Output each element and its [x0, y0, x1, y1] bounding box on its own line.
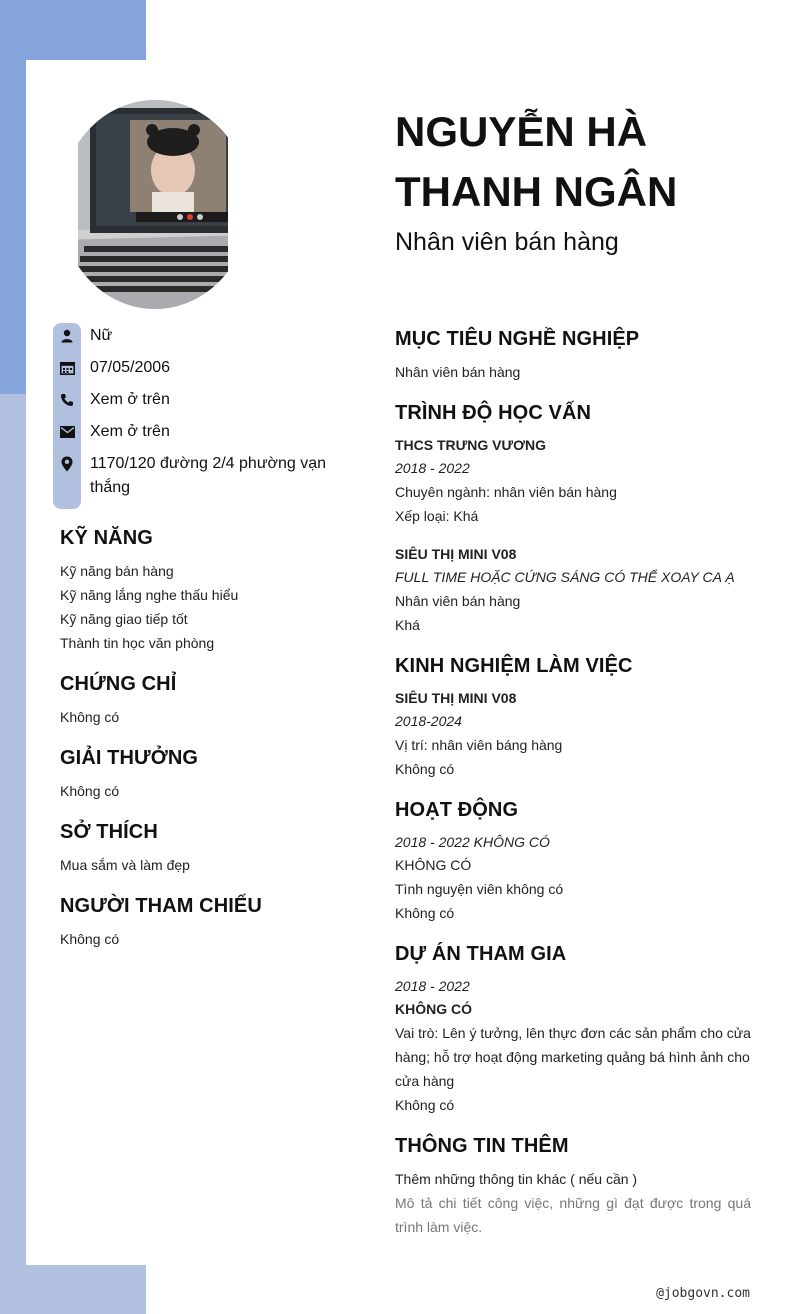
projects-result: Không có [395, 1097, 455, 1113]
education-school: SIÊU THỊ MINI V08 [395, 546, 517, 562]
hobby-item: Mua sắm và làm đẹp [60, 857, 190, 873]
education-detail: Chuyên ngành: nhân viên bán hàng [395, 484, 617, 500]
footer-watermark: @jobgovn.com [656, 1286, 750, 1301]
contact-address: 1170/120 đường 2/4 phường vạn thắng [53, 452, 350, 500]
phone-icon [53, 388, 81, 412]
additional-description: Mô tả chi tiết công việc, những gì đạt được trong quá trình làm việc. [395, 1195, 751, 1235]
experience-title: KINH NGHIỆM LÀM VIỆC [395, 655, 633, 677]
skill-item: Kỹ năng giao tiếp tốt [60, 611, 188, 627]
projects-name: KHÔNG CÓ [395, 1001, 472, 1017]
award-item: Không có [60, 783, 120, 799]
education-detail: Khá [395, 617, 420, 633]
activities-detail: Không có [395, 905, 455, 921]
experience-period: 2018-2024 [395, 713, 462, 729]
education-school: THCS TRƯNG VƯƠNG [395, 437, 547, 453]
projects-role: Vai trò: Lên ý tưởng, lên thực đơn các sản phẩm cho cửa hàng; hỗ trợ hoạt động marketing quảng bá hình ảnh cho cửa hàng [395, 1025, 751, 1089]
certificates-title: CHỨNG CHỈ [60, 673, 177, 695]
experience-detail: Vị trí: nhân viên báng hàng [395, 737, 563, 753]
candidate-position: Nhân viên bán hàng [395, 228, 619, 256]
education-period: FULL TIME HOẶC CỨNG SÁNG CÓ THỂ XOAY CA Ạ [395, 569, 735, 585]
candidate-name: NGUYỄN HÀ THANH NGÂN [395, 108, 678, 215]
education-detail: Xếp loại: Khá [395, 508, 479, 524]
hobbies-title: SỞ THÍCH [60, 821, 158, 843]
skills-title: KỸ NĂNG [60, 527, 153, 549]
awards-title: GIẢI THƯỞNG [60, 747, 199, 769]
skill-item: Kỹ năng bán hàng [60, 563, 174, 579]
contact-birthday: 07/05/2006 [53, 356, 350, 380]
additional-line: Thêm những thông tin khác ( nếu cần ) [395, 1171, 638, 1187]
education-period: 2018 - 2022 [395, 460, 470, 476]
mail-icon [53, 420, 81, 444]
experience-company: SIÊU THỊ MINI V08 [395, 690, 517, 706]
experience-detail: Không có [395, 761, 455, 777]
calendar-icon [53, 356, 81, 380]
objective-text: Nhân viên bán hàng [395, 364, 521, 380]
objective-title: MỤC TIÊU NGHỀ NGHIỆP [395, 328, 640, 350]
education-title: TRÌNH ĐỘ HỌC VẤN [395, 402, 592, 424]
skill-item: Kỹ năng lắng nghe thấu hiểu [60, 587, 239, 603]
reference-item: Không có [60, 931, 120, 947]
education-detail: Nhân viên bán hàng [395, 593, 521, 609]
location-icon [53, 452, 81, 476]
references-title: NGƯỜI THAM CHIẾU [60, 895, 262, 917]
projects-title: DỰ ÁN THAM GIA [395, 943, 567, 965]
contact-email: Xem ở trên [53, 420, 350, 444]
projects-period: 2018 - 2022 [395, 978, 470, 994]
activities-period: 2018 - 2022 KHÔNG CÓ [395, 834, 550, 850]
profile-photo [78, 100, 228, 309]
activities-title: HOẠT ĐỘNG [395, 799, 519, 821]
activities-detail: Tình nguyện viên không có [395, 881, 564, 897]
person-icon [53, 324, 81, 348]
skill-item: Thành tin học văn phòng [60, 635, 215, 651]
additional-title: THÔNG TIN THÊM [395, 1135, 569, 1157]
certificate-item: Không có [60, 709, 120, 725]
contact-phone: Xem ở trên [53, 388, 350, 412]
contact-gender: Nữ [53, 324, 350, 348]
activities-detail: KHÔNG CÓ [395, 857, 472, 873]
